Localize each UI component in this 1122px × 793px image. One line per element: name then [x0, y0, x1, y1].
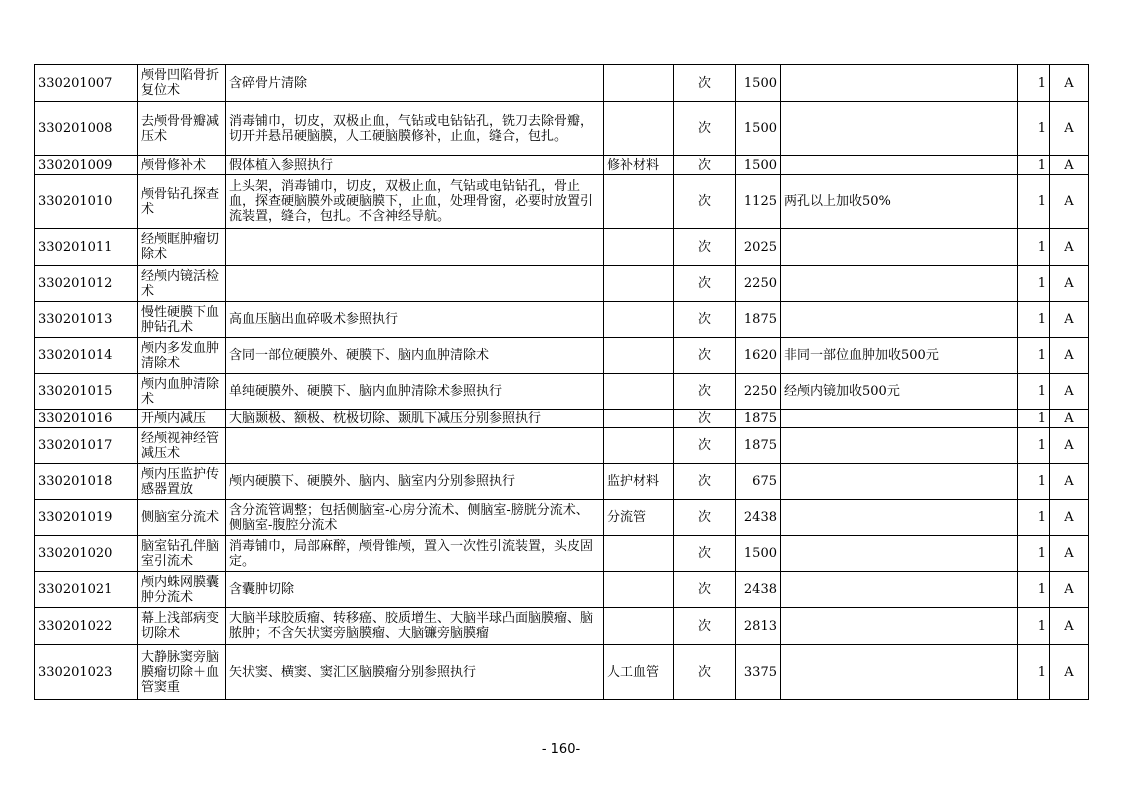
grade-cell: A	[1050, 645, 1089, 700]
excluded-items-cell: 监护材料	[604, 464, 674, 500]
table-row	[35, 302, 1089, 338]
grade-cell: A	[1050, 500, 1089, 536]
note-cell	[781, 102, 1018, 156]
excluded-items-cell	[604, 65, 674, 102]
name-cell: 经颅内镜活检术	[138, 266, 226, 302]
description-cell: 上头架，消毒铺巾，切皮，双极止血，气钻或电钻钻孔，骨止血，探查硬脑膜外或硬脑膜下，止血，处理骨窗，必要时放置引流装置，缝合，包扎。不含神经导航。	[226, 175, 604, 229]
unit-cell: 次	[674, 338, 736, 374]
description-cell: 颅内硬膜下、硬膜外、脑内、脑室内分别参照执行	[226, 464, 604, 500]
grade-cell: A	[1050, 102, 1089, 156]
quantity-cell: 1	[1018, 500, 1050, 536]
grade-cell: A	[1050, 338, 1089, 374]
table-row	[35, 572, 1089, 608]
description-cell: 含碎骨片清除	[226, 65, 604, 102]
quantity-cell: 1	[1018, 266, 1050, 302]
price-cell: 1620	[736, 338, 781, 374]
code-cell: 330201020	[35, 536, 138, 572]
fee-table	[34, 64, 1089, 700]
table-row	[35, 536, 1089, 572]
excluded-items-cell	[604, 536, 674, 572]
name-cell: 开颅内减压	[138, 410, 226, 428]
code-cell: 330201017	[35, 428, 138, 464]
table-row	[35, 608, 1089, 645]
name-cell: 颅骨钻孔探查术	[138, 175, 226, 229]
table-row	[35, 645, 1089, 700]
quantity-cell: 1	[1018, 572, 1050, 608]
unit-cell: 次	[674, 102, 736, 156]
note-cell	[781, 156, 1018, 175]
table-row	[35, 428, 1089, 464]
table-row	[35, 156, 1089, 175]
code-cell: 330201009	[35, 156, 138, 175]
description-cell: 大脑颞极、额极、枕极切除、颞肌下减压分别参照执行	[226, 410, 604, 428]
note-cell	[781, 464, 1018, 500]
price-cell: 1875	[736, 428, 781, 464]
grade-cell: A	[1050, 229, 1089, 266]
grade-cell: A	[1050, 175, 1089, 229]
grade-cell: A	[1050, 266, 1089, 302]
code-cell: 330201007	[35, 65, 138, 102]
excluded-items-cell	[604, 102, 674, 156]
excluded-items-cell	[604, 175, 674, 229]
description-cell: 含囊肿切除	[226, 572, 604, 608]
table-row	[35, 338, 1089, 374]
unit-cell: 次	[674, 410, 736, 428]
quantity-cell: 1	[1018, 156, 1050, 175]
description-cell	[226, 266, 604, 302]
unit-cell: 次	[674, 536, 736, 572]
note-cell	[781, 266, 1018, 302]
quantity-cell: 1	[1018, 374, 1050, 410]
excluded-items-cell: 修补材料	[604, 156, 674, 175]
unit-cell: 次	[674, 65, 736, 102]
note-cell	[781, 428, 1018, 464]
unit-cell: 次	[674, 374, 736, 410]
quantity-cell: 1	[1018, 338, 1050, 374]
unit-cell: 次	[674, 156, 736, 175]
code-cell: 330201018	[35, 464, 138, 500]
unit-cell: 次	[674, 302, 736, 338]
excluded-items-cell	[604, 229, 674, 266]
note-cell	[781, 608, 1018, 645]
description-cell: 大脑半球胶质瘤、转移癌、胶质增生、大脑半球凸面脑膜瘤、脑脓肿；不含矢状窦旁脑膜瘤、大脑镰旁脑膜瘤	[226, 608, 604, 645]
description-cell	[226, 428, 604, 464]
unit-cell: 次	[674, 572, 736, 608]
description-cell: 含同一部位硬膜外、硬膜下、脑内血肿清除术	[226, 338, 604, 374]
name-cell: 颅内压监护传感器置放	[138, 464, 226, 500]
code-cell: 330201023	[35, 645, 138, 700]
price-cell: 675	[736, 464, 781, 500]
name-cell: 侧脑室分流术	[138, 500, 226, 536]
price-cell: 2250	[736, 374, 781, 410]
description-cell: 矢状窦、横窦、窦汇区脑膜瘤分别参照执行	[226, 645, 604, 700]
name-cell: 慢性硬膜下血肿钻孔术	[138, 302, 226, 338]
name-cell: 颅内血肿清除术	[138, 374, 226, 410]
description-cell: 单纯硬膜外、硬膜下、脑内血肿清除术参照执行	[226, 374, 604, 410]
name-cell: 颅内蛛网膜囊肿分流术	[138, 572, 226, 608]
table-row	[35, 229, 1089, 266]
table-row	[35, 410, 1089, 428]
name-cell: 脑室钻孔伴脑室引流术	[138, 536, 226, 572]
description-cell: 假体植入参照执行	[226, 156, 604, 175]
excluded-items-cell	[604, 428, 674, 464]
code-cell: 330201010	[35, 175, 138, 229]
table-row	[35, 374, 1089, 410]
description-cell: 高血压脑出血碎吸术参照执行	[226, 302, 604, 338]
note-cell: 两孔以上加收50%	[781, 175, 1018, 229]
table-row	[35, 464, 1089, 500]
quantity-cell: 1	[1018, 536, 1050, 572]
grade-cell: A	[1050, 302, 1089, 338]
fee-table-body	[35, 65, 1089, 700]
note-cell	[781, 500, 1018, 536]
excluded-items-cell	[604, 410, 674, 428]
excluded-items-cell	[604, 338, 674, 374]
quantity-cell: 1	[1018, 428, 1050, 464]
code-cell: 330201019	[35, 500, 138, 536]
price-cell: 2813	[736, 608, 781, 645]
code-cell: 330201021	[35, 572, 138, 608]
unit-cell: 次	[674, 464, 736, 500]
excluded-items-cell	[604, 608, 674, 645]
price-cell: 1500	[736, 156, 781, 175]
excluded-items-cell: 分流管	[604, 500, 674, 536]
grade-cell: A	[1050, 608, 1089, 645]
table-row	[35, 266, 1089, 302]
name-cell: 经颅视神经管减压术	[138, 428, 226, 464]
note-cell	[781, 645, 1018, 700]
unit-cell: 次	[674, 428, 736, 464]
price-cell: 1875	[736, 302, 781, 338]
code-cell: 330201008	[35, 102, 138, 156]
grade-cell: A	[1050, 374, 1089, 410]
quantity-cell: 1	[1018, 302, 1050, 338]
price-cell: 1125	[736, 175, 781, 229]
unit-cell: 次	[674, 266, 736, 302]
description-cell: 消毒铺巾，局部麻醉，颅骨锥颅，置入一次性引流装置，头皮固定。	[226, 536, 604, 572]
price-cell: 2250	[736, 266, 781, 302]
quantity-cell: 1	[1018, 229, 1050, 266]
code-cell: 330201015	[35, 374, 138, 410]
code-cell: 330201022	[35, 608, 138, 645]
unit-cell: 次	[674, 645, 736, 700]
quantity-cell: 1	[1018, 410, 1050, 428]
quantity-cell: 1	[1018, 175, 1050, 229]
excluded-items-cell: 人工血管	[604, 645, 674, 700]
quantity-cell: 1	[1018, 645, 1050, 700]
price-cell: 2025	[736, 229, 781, 266]
price-cell: 2438	[736, 572, 781, 608]
excluded-items-cell	[604, 266, 674, 302]
note-cell	[781, 410, 1018, 428]
description-cell: 含分流管调整；包括侧脑室-心房分流术、侧脑室-膀胱分流术、侧脑室-腹腔分流术	[226, 500, 604, 536]
note-cell	[781, 302, 1018, 338]
name-cell: 颅骨凹陷骨折复位术	[138, 65, 226, 102]
grade-cell: A	[1050, 410, 1089, 428]
grade-cell: A	[1050, 65, 1089, 102]
price-cell: 1500	[736, 536, 781, 572]
name-cell: 颅内多发血肿清除术	[138, 338, 226, 374]
unit-cell: 次	[674, 175, 736, 229]
price-cell: 1500	[736, 102, 781, 156]
code-cell: 330201012	[35, 266, 138, 302]
grade-cell: A	[1050, 428, 1089, 464]
name-cell: 大静脉窦旁脑膜瘤切除＋血管窦重	[138, 645, 226, 700]
description-cell: 消毒铺巾，切皮，双极止血，气钻或电钻钻孔，铣刀去除骨瓣，切开并悬吊硬脑膜，人工硬脑膜修补，止血，缝合，包扎。	[226, 102, 604, 156]
name-cell: 颅骨修补术	[138, 156, 226, 175]
excluded-items-cell	[604, 374, 674, 410]
grade-cell: A	[1050, 572, 1089, 608]
table-row	[35, 102, 1089, 156]
note-cell	[781, 229, 1018, 266]
name-cell: 去颅骨骨瓣减压术	[138, 102, 226, 156]
note-cell: 非同一部位血肿加收500元	[781, 338, 1018, 374]
code-cell: 330201011	[35, 229, 138, 266]
price-cell: 1500	[736, 65, 781, 102]
note-cell	[781, 65, 1018, 102]
price-cell: 1875	[736, 410, 781, 428]
quantity-cell: 1	[1018, 608, 1050, 645]
name-cell: 经颅眶肿瘤切除术	[138, 229, 226, 266]
excluded-items-cell	[604, 302, 674, 338]
quantity-cell: 1	[1018, 65, 1050, 102]
quantity-cell: 1	[1018, 102, 1050, 156]
grade-cell: A	[1050, 536, 1089, 572]
price-cell: 2438	[736, 500, 781, 536]
code-cell: 330201013	[35, 302, 138, 338]
note-cell	[781, 536, 1018, 572]
table-row	[35, 175, 1089, 229]
unit-cell: 次	[674, 229, 736, 266]
grade-cell: A	[1050, 156, 1089, 175]
description-cell	[226, 229, 604, 266]
table-row	[35, 65, 1089, 102]
note-cell: 经颅内镜加收500元	[781, 374, 1018, 410]
unit-cell: 次	[674, 500, 736, 536]
note-cell	[781, 572, 1018, 608]
page-number: - 160-	[541, 742, 581, 757]
name-cell: 幕上浅部病变切除术	[138, 608, 226, 645]
unit-cell: 次	[674, 608, 736, 645]
code-cell: 330201014	[35, 338, 138, 374]
excluded-items-cell	[604, 572, 674, 608]
quantity-cell: 1	[1018, 464, 1050, 500]
table-row	[35, 500, 1089, 536]
grade-cell: A	[1050, 464, 1089, 500]
code-cell: 330201016	[35, 410, 138, 428]
price-cell: 3375	[736, 645, 781, 700]
